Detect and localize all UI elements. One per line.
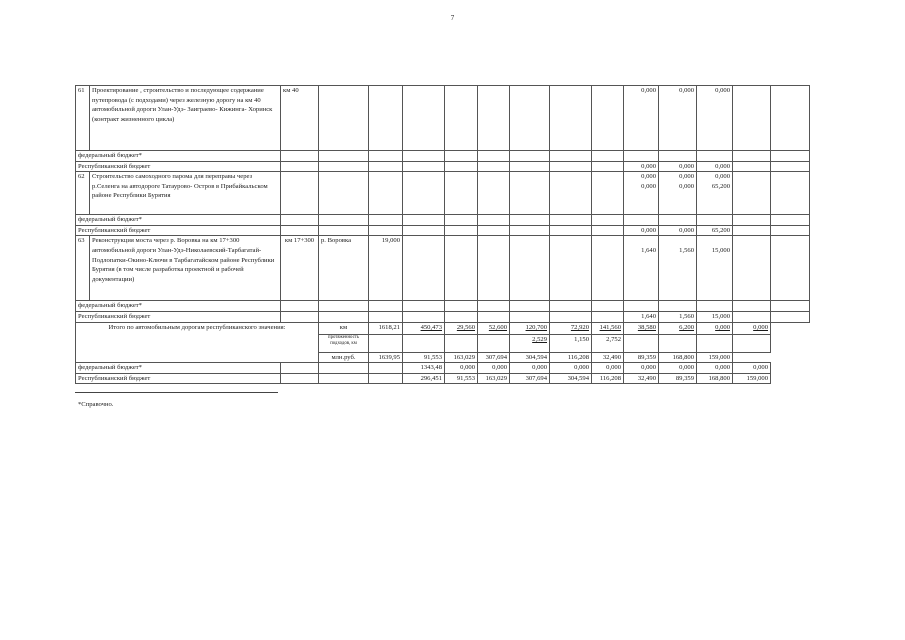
value-cell: 1,640 [624, 311, 659, 322]
value-cell: 0,000 [659, 225, 697, 236]
value-cell: 32,490 [592, 352, 624, 363]
value-cell: 29,560 [445, 322, 478, 334]
value-cell: 0,000 [659, 86, 697, 151]
budget-label: федеральный бюджет* [76, 363, 281, 374]
table-row-62-republic [76, 225, 810, 236]
value-cell: 0,000 [510, 363, 550, 374]
value-cell: 0,000 [697, 161, 733, 172]
budget-label: федеральный бюджет* [76, 215, 281, 226]
value-cell: 91,553 [403, 352, 445, 363]
value-cell: 72,920 [550, 322, 592, 334]
value-cell: 0,000 [624, 363, 659, 374]
object-length: 19,000 [369, 236, 403, 301]
table-row-63-republic [76, 311, 810, 322]
value-cell: 307,694 [478, 352, 510, 363]
value-cell: 2,529 [510, 334, 550, 352]
value-cell: 32,490 [624, 373, 659, 384]
value-cell: 0,000 [733, 322, 771, 334]
footnote: *Справочно. [78, 401, 114, 408]
value-cell: 91,553 [445, 373, 478, 384]
total-row-km [76, 322, 810, 334]
value-cell: 163,029 [478, 373, 510, 384]
object-location: км 17+300 [281, 236, 319, 301]
value-cell: 1,150 [550, 334, 592, 352]
value-cell: 1,560 [659, 311, 697, 322]
value-cell: 163,029 [445, 352, 478, 363]
table-row-63 [76, 236, 810, 301]
value-cell: 159,000 [733, 373, 771, 384]
table-row-62 [76, 172, 810, 215]
value-cell: 89,359 [659, 373, 697, 384]
value-cell: 116,208 [592, 373, 624, 384]
unit-label: млн.руб. [319, 352, 369, 363]
budget-label: федеральный бюджет* [76, 301, 281, 312]
total-row-federal [76, 363, 810, 374]
value-cell: 0,000 [679, 173, 694, 181]
object-name: Строительство самоходного парома для переправы через р.Селенга на автодороге Татаурово- Остров в Прибайкальском районе Республики Бурятия [90, 172, 281, 215]
row-number: 62 [76, 172, 90, 215]
value-cell: 52,600 [478, 322, 510, 334]
value-cell: 2,752 [592, 334, 624, 352]
value-cell: 0,000 [624, 225, 659, 236]
value-cell: 0,000 [697, 86, 733, 151]
row-number: 63 [76, 236, 90, 301]
footnote-divider [75, 392, 278, 393]
value-cell: 0,000 [624, 86, 659, 151]
roads-program-table [75, 85, 810, 384]
value-cell: 168,800 [659, 352, 697, 363]
value-cell: 38,580 [624, 322, 659, 334]
budget-label: Республиканский бюджет [76, 373, 281, 384]
budget-label: Республиканский бюджет [76, 225, 281, 236]
value-cell: 0,000 [659, 161, 697, 172]
table-row-61-republic [76, 161, 810, 172]
value-cell: 1,640 [624, 236, 659, 301]
value-cell: 304,594 [510, 352, 550, 363]
value-cell: 168,800 [697, 373, 733, 384]
object-location: км 40 [281, 86, 319, 151]
object-name: Реконструкция моста через р. Воровка на км 17+300 автомобильной дороги Улан-Удэ-Николаевский-Тарбагатай-Подлопатки-Окино-Ключи в Тарбагатайском районе Республики Бурятия (в том числе разработка проектной и рабочей документации) [90, 236, 281, 301]
value-cell: 0,000 [592, 363, 624, 374]
value-cell: 450,473 [403, 322, 445, 334]
value-cell: 89,359 [624, 352, 659, 363]
value-cell: 0,000 [733, 363, 771, 374]
table-row-61 [76, 86, 810, 151]
total-km-sum: 1618,21 [369, 322, 403, 334]
unit-label: км [319, 322, 369, 334]
value-cell: 65,200 [711, 182, 730, 190]
value-cell: 307,694 [510, 373, 550, 384]
object-name: Проектирование , строительство и последующее содержание путепровода (с подходами) через железную дорогу на км 40 автомобильной дороги Улан-Удэ- Заиграево- Кижинга- Хоринск (контракт жизненного цикла) [90, 86, 281, 151]
value-cell: 159,000 [697, 352, 733, 363]
value-cell: 0,000 [697, 322, 733, 334]
value-cell: 1,560 [659, 236, 697, 301]
page-number: 7 [450, 14, 455, 22]
value-cell: 6,200 [659, 322, 697, 334]
table-row-63-federal [76, 301, 810, 312]
object-river: р. Воровка [319, 236, 369, 301]
value-cell: 120,700 [510, 322, 550, 334]
value-cell: 296,451 [403, 373, 445, 384]
table-row-62-federal [76, 215, 810, 226]
value-cell: 0,000 [478, 363, 510, 374]
value-cell: 15,000 [697, 311, 733, 322]
unit-label: протяженность подходов, км [319, 334, 369, 352]
value-cell: 0,000 [679, 182, 694, 190]
value-cell: 141,560 [592, 322, 624, 334]
value-cell: 0,000 [624, 161, 659, 172]
value-cell: 1639,95 [369, 352, 403, 363]
budget-label: федеральный бюджет* [76, 151, 281, 162]
value-cell: 116,208 [550, 352, 592, 363]
total-row-republic [76, 373, 810, 384]
value-cell: 65,200 [697, 225, 733, 236]
total-label: Итого по автомобильным дорогам республиканского значения: [76, 322, 319, 363]
value-cell: 0,000 [550, 363, 592, 374]
value-cell: 304,594 [550, 373, 592, 384]
budget-label: Республиканский бюджет [76, 161, 281, 172]
table-row-61-federal [76, 151, 810, 162]
value-cell: 0,000 [697, 363, 733, 374]
value-cell: 0,000 [659, 363, 697, 374]
value-cell: 1343,48 [403, 363, 445, 374]
value-cell: 0,000 [715, 173, 730, 181]
value-cell: 0,000 [445, 363, 478, 374]
value-cell: 0,000 [641, 173, 656, 181]
budget-label: Республиканский бюджет [76, 311, 281, 322]
value-cell: 0,000 [641, 182, 656, 190]
row-number: 61 [76, 86, 90, 151]
value-cell: 15,000 [697, 236, 733, 301]
